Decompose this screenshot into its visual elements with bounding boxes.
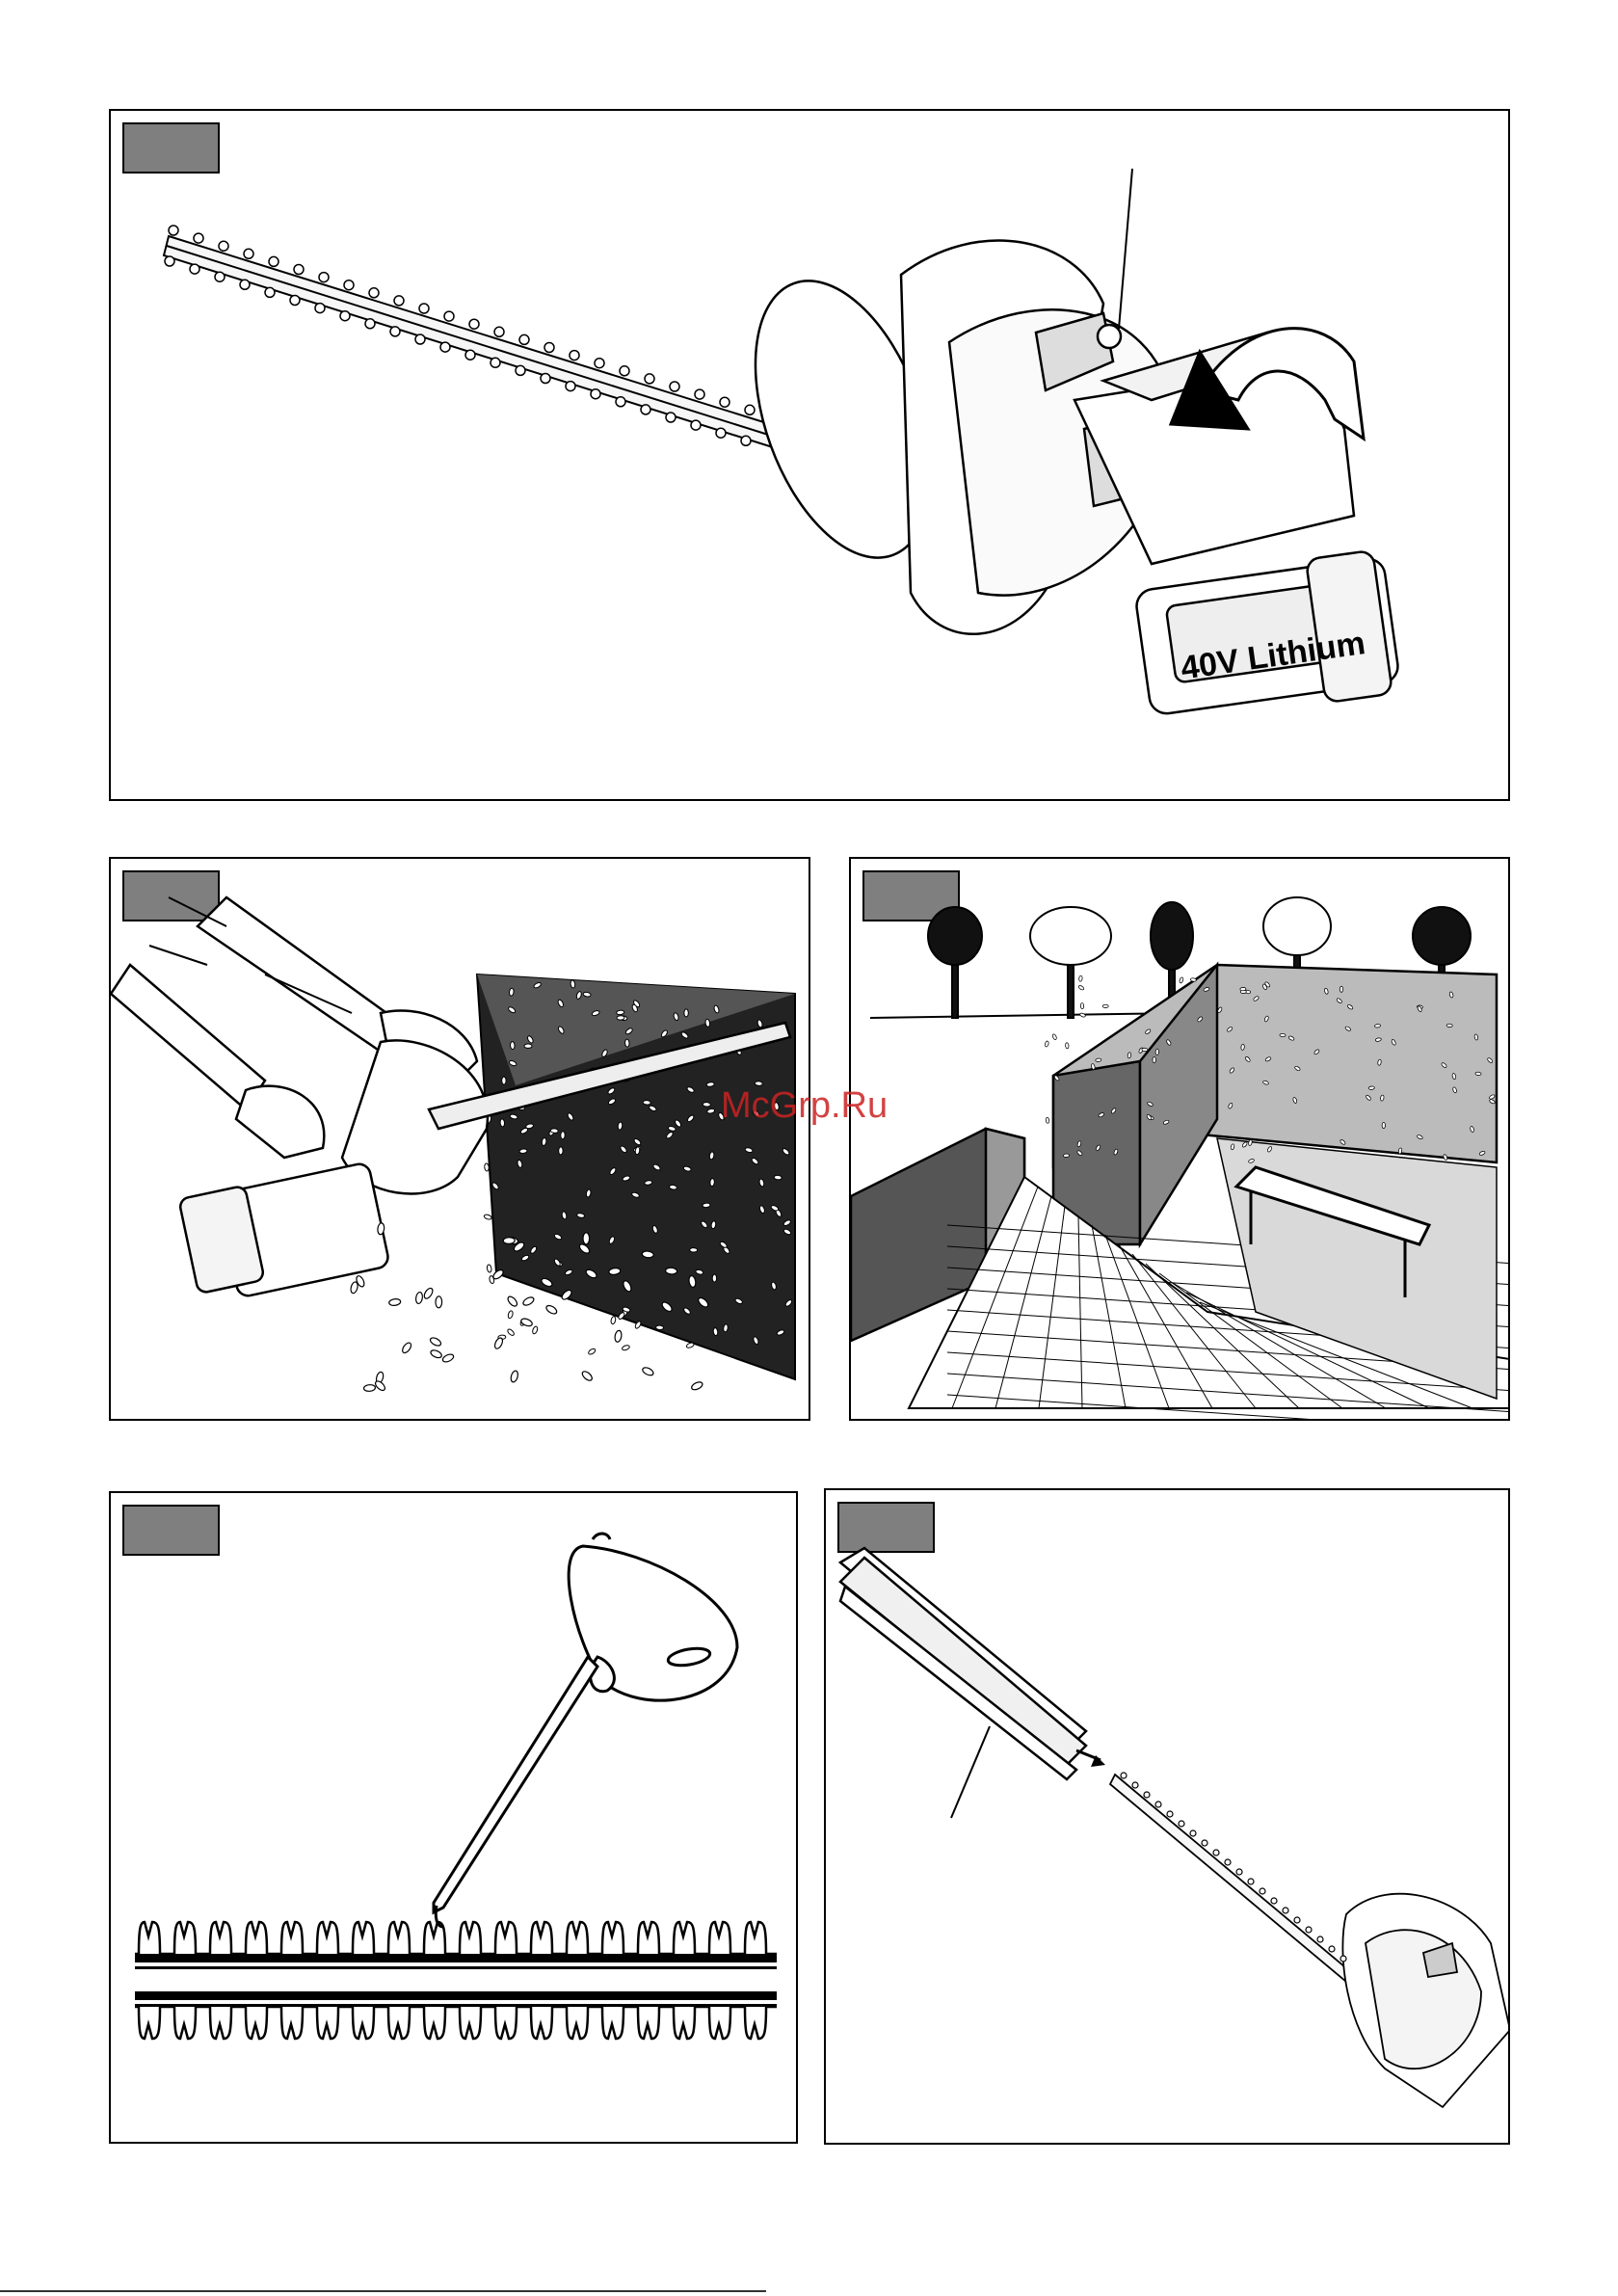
blade-tooth xyxy=(444,311,454,321)
blade-tooth xyxy=(1236,1869,1242,1875)
leaf xyxy=(1045,1041,1049,1048)
blade-tooth xyxy=(190,264,199,274)
leaf xyxy=(703,1203,710,1208)
footer-rule xyxy=(0,2290,766,2292)
blade-tooth xyxy=(194,233,203,243)
leaf xyxy=(430,1348,443,1359)
leaf xyxy=(509,988,514,996)
blade-tooth xyxy=(1340,1956,1346,1962)
leaf xyxy=(581,1370,594,1382)
leaf xyxy=(519,1148,528,1153)
blade-tooth xyxy=(1225,1859,1231,1865)
leaf xyxy=(624,1039,629,1047)
leaf xyxy=(614,1330,623,1343)
leaf xyxy=(686,1342,695,1348)
blade-tooth xyxy=(415,334,425,344)
leaf xyxy=(363,1384,376,1392)
leaf xyxy=(350,1281,358,1294)
trimming-hedge-illustration xyxy=(111,859,810,1421)
leaf xyxy=(1052,1033,1058,1040)
leaf xyxy=(374,1379,386,1392)
garden-hedge-illustration xyxy=(851,859,1510,1421)
blade-tooth xyxy=(645,374,654,384)
leaf xyxy=(491,1268,504,1281)
blade-tooth xyxy=(344,280,354,290)
leaf xyxy=(429,1336,442,1347)
leaf xyxy=(684,1009,688,1017)
leaf xyxy=(487,1265,492,1273)
leaf xyxy=(1382,1123,1385,1129)
blade-tooth xyxy=(1294,1917,1300,1923)
blade-tooth xyxy=(440,342,450,352)
leaf xyxy=(506,1295,518,1307)
blade-tooth xyxy=(1271,1898,1277,1904)
blade-tooth xyxy=(1144,1792,1150,1798)
blade-tooth xyxy=(1213,1850,1219,1855)
leaf xyxy=(503,1238,515,1244)
blade-tooth xyxy=(419,304,429,313)
hedge-trimmer-illustration xyxy=(111,111,1510,801)
leaf xyxy=(1475,1072,1481,1076)
leaf xyxy=(423,1287,435,1300)
blade-tooth xyxy=(315,304,325,313)
blade-tooth xyxy=(1260,1888,1265,1894)
blade-tooth xyxy=(169,226,178,235)
leaf xyxy=(1078,985,1085,991)
blade-tooth xyxy=(365,319,375,329)
leaf xyxy=(415,1292,423,1304)
blade-tooth xyxy=(294,265,304,275)
leaf xyxy=(1046,1117,1049,1123)
leaf xyxy=(1339,986,1342,992)
leaf xyxy=(500,1119,505,1127)
blade-tooth xyxy=(491,358,500,367)
blade-tooth xyxy=(1121,1773,1127,1778)
leaf xyxy=(524,1044,532,1048)
blade-tooth xyxy=(1202,1840,1207,1846)
leaf xyxy=(561,1132,566,1139)
figure-panel-e xyxy=(824,1488,1510,2145)
blade-tooth xyxy=(544,343,554,353)
blade-tooth xyxy=(244,249,253,258)
blade-tooth xyxy=(1306,1927,1312,1933)
leaf xyxy=(610,1316,616,1324)
leaf xyxy=(1446,1024,1452,1028)
blade-tooth xyxy=(591,389,600,399)
leaf xyxy=(1240,987,1246,991)
blade-tooth xyxy=(1190,1830,1196,1836)
leaf xyxy=(643,1100,650,1105)
watermark-text: McGrp.Ru xyxy=(721,1085,889,1126)
blade-tooth xyxy=(570,351,579,360)
blade-tooth xyxy=(269,256,279,266)
blade-tooth xyxy=(519,334,529,344)
leaf xyxy=(436,1296,442,1308)
leaf xyxy=(617,1016,624,1021)
leaf xyxy=(710,1178,715,1186)
leaf xyxy=(484,1163,489,1171)
leaf xyxy=(484,1214,492,1220)
blade-tooth xyxy=(265,287,275,297)
leaf xyxy=(1155,1049,1159,1055)
leaf xyxy=(544,1304,558,1316)
leaf xyxy=(1280,1033,1286,1037)
leaf xyxy=(1142,1048,1148,1052)
leaf xyxy=(1096,1058,1101,1062)
leaf xyxy=(705,1019,710,1028)
leaf xyxy=(703,1102,710,1107)
blade-tooth xyxy=(319,273,329,282)
leaf xyxy=(1065,1043,1069,1049)
blade-tooth xyxy=(516,365,525,375)
leaf xyxy=(493,1337,504,1350)
blade-tooth xyxy=(566,382,575,391)
blade-tooth xyxy=(641,405,650,414)
blade-tooth xyxy=(666,413,676,422)
leaf xyxy=(642,1366,655,1376)
leaf xyxy=(588,1348,597,1355)
leaf xyxy=(1102,1004,1108,1007)
blade-tooth xyxy=(469,319,479,329)
leaf xyxy=(1398,1148,1402,1154)
oiling-blades-illustration xyxy=(111,1493,798,2144)
leaf xyxy=(690,1380,703,1391)
lower-blade-teeth xyxy=(135,2007,777,2039)
blade-tooth xyxy=(595,359,604,368)
blade-tooth xyxy=(465,350,475,360)
blade-tooth xyxy=(1317,1936,1323,1942)
blade-tooth xyxy=(695,389,704,399)
leaf xyxy=(507,1328,516,1337)
leaf xyxy=(622,1345,630,1351)
blade-tooth xyxy=(720,397,729,407)
blade-tooth xyxy=(394,296,404,306)
blade-tooth xyxy=(620,366,629,376)
figure-panel-d xyxy=(109,1491,798,2144)
leaf xyxy=(618,1122,623,1130)
leaf xyxy=(1241,1044,1245,1050)
leaf xyxy=(655,1325,663,1330)
blade-tooth xyxy=(1167,1811,1173,1817)
leaf xyxy=(774,1175,782,1180)
blade-tooth xyxy=(215,272,225,281)
leaf xyxy=(665,1268,676,1274)
blade-tooth xyxy=(240,280,250,289)
leaf xyxy=(441,1352,455,1363)
leaf xyxy=(706,1081,715,1086)
blade-tooth xyxy=(165,256,174,266)
blade-tooth xyxy=(1329,1946,1335,1952)
blade-tooth xyxy=(616,397,625,407)
leaf xyxy=(1153,1057,1155,1063)
leaf xyxy=(522,1295,536,1307)
leaf xyxy=(388,1298,401,1306)
leaf xyxy=(401,1342,412,1355)
upper-blade-teeth xyxy=(135,1922,777,1954)
leaf xyxy=(1080,1003,1084,1009)
blade-tooth xyxy=(541,374,550,384)
figure-panel-b xyxy=(109,857,810,1421)
figure-panel-a xyxy=(109,109,1510,801)
leaf xyxy=(510,1041,515,1049)
leaf xyxy=(1179,977,1183,984)
leaf xyxy=(1063,1154,1069,1158)
blade-cover-illustration xyxy=(826,1490,1510,2145)
blade-tooth xyxy=(1179,1821,1184,1827)
leaf xyxy=(559,1147,564,1155)
battery-label: 40V Lithium xyxy=(1178,625,1368,687)
blade-tooth xyxy=(1155,1802,1161,1807)
leaf xyxy=(550,1128,558,1133)
leaf xyxy=(502,1077,507,1084)
leaf xyxy=(583,1233,590,1244)
blade-tooth xyxy=(716,428,726,438)
leaf xyxy=(1374,1024,1380,1028)
figure-panel-c xyxy=(849,857,1510,1421)
blade-tooth xyxy=(670,382,679,391)
leaf xyxy=(1368,1086,1374,1090)
blade-tooth xyxy=(1248,1879,1254,1884)
blade-tooth xyxy=(741,436,751,445)
leaf xyxy=(690,1247,698,1252)
blade-tooth xyxy=(1132,1782,1138,1788)
blade-tooth xyxy=(219,241,228,251)
leaf xyxy=(510,1370,519,1382)
leaf xyxy=(712,1274,716,1282)
blade-tooth xyxy=(340,311,350,321)
blade-tooth xyxy=(494,327,504,336)
blade-tooth xyxy=(369,288,379,298)
leaf xyxy=(507,1310,513,1319)
blade-tooth xyxy=(290,296,300,306)
leaf xyxy=(1079,1012,1086,1017)
leaf xyxy=(617,1010,624,1015)
leaf xyxy=(723,1324,728,1333)
leaf xyxy=(532,1325,539,1334)
leaf xyxy=(1078,975,1082,981)
blade-tooth xyxy=(745,405,755,414)
blade-tooth xyxy=(1283,1908,1288,1913)
blade-tooth xyxy=(390,327,400,336)
blade-tooth xyxy=(691,420,701,430)
